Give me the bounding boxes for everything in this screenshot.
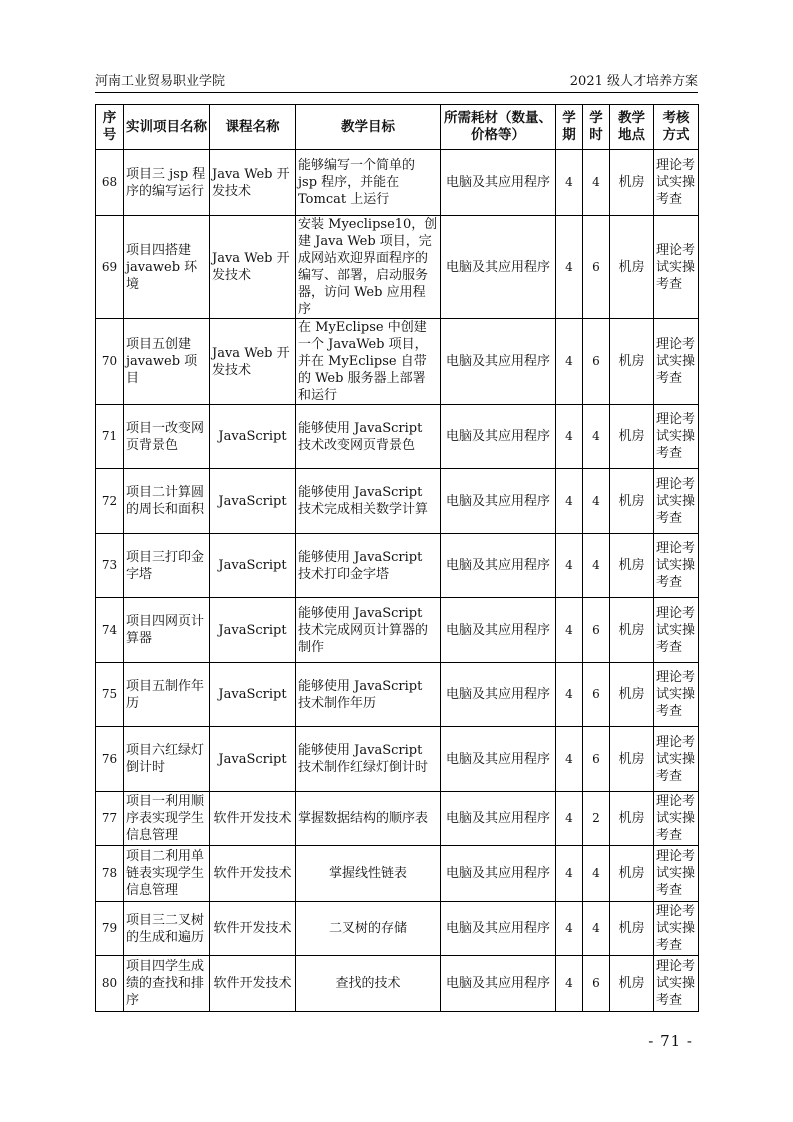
- cell-hours: 4: [583, 902, 610, 956]
- cell-goal: 掌握数据结构的顺序表: [296, 792, 441, 846]
- cell-no: 69: [96, 216, 124, 319]
- cell-place: 机房: [610, 663, 654, 727]
- table-row: [96, 727, 699, 792]
- cell-course: JavaScript: [210, 598, 296, 663]
- cell-material: 电脑及其应用程序: [441, 792, 556, 846]
- cell-project: 项目五创建 javaweb 项目: [124, 319, 210, 405]
- training-table: [95, 104, 699, 1012]
- col-header-exam: 考核方式: [654, 105, 699, 150]
- cell-material: 电脑及其应用程序: [441, 956, 556, 1012]
- cell-project: 项目四学生成绩的查找和排序: [124, 956, 210, 1012]
- cell-course: Java Web 开发技术: [210, 150, 296, 216]
- cell-place: 机房: [610, 216, 654, 319]
- cell-material: 电脑及其应用程序: [441, 663, 556, 727]
- cell-project: 项目三二叉树的生成和遍历: [124, 902, 210, 956]
- cell-goal: 能够使用 JavaScript 技术完成网页计算器的制作: [296, 598, 441, 663]
- table-row: [96, 598, 699, 663]
- table-row: [96, 846, 699, 902]
- cell-place: 机房: [610, 846, 654, 902]
- cell-material: 电脑及其应用程序: [441, 902, 556, 956]
- cell-goal: 掌握线性链表: [296, 846, 441, 902]
- cell-hours: 6: [583, 319, 610, 405]
- cell-hours: 4: [583, 534, 610, 598]
- cell-course: 软件开发技术: [210, 902, 296, 956]
- page-number: - 71 -: [648, 1032, 693, 1050]
- cell-exam: 理论考试实操考查: [654, 150, 699, 216]
- cell-exam: 理论考试实操考查: [654, 216, 699, 319]
- cell-project: 项目二计算圆的周长和面积: [124, 469, 210, 534]
- cell-place: 机房: [610, 902, 654, 956]
- col-header-project: 实训项目名称: [124, 105, 210, 150]
- cell-goal: 查找的技术: [296, 956, 441, 1012]
- cell-term: 4: [556, 727, 583, 792]
- cell-goal: 二叉树的存储: [296, 902, 441, 956]
- cell-place: 机房: [610, 405, 654, 469]
- cell-project: 项目一改变网页背景色: [124, 405, 210, 469]
- table-row: [96, 534, 699, 598]
- cell-no: 72: [96, 469, 124, 534]
- cell-material: 电脑及其应用程序: [441, 405, 556, 469]
- cell-no: 76: [96, 727, 124, 792]
- cell-term: 4: [556, 319, 583, 405]
- cell-project: 项目二利用单链表实现学生信息管理: [124, 846, 210, 902]
- cell-material: 电脑及其应用程序: [441, 846, 556, 902]
- cell-term: 4: [556, 150, 583, 216]
- cell-exam: 理论考试实操考查: [654, 792, 699, 846]
- cell-term: 4: [556, 846, 583, 902]
- cell-exam: 理论考试实操考查: [654, 405, 699, 469]
- cell-term: 4: [556, 663, 583, 727]
- cell-place: 机房: [610, 598, 654, 663]
- cell-place: 机房: [610, 956, 654, 1012]
- cell-exam: 理论考试实操考查: [654, 846, 699, 902]
- cell-place: 机房: [610, 150, 654, 216]
- cell-project: 项目六红绿灯倒计时: [124, 727, 210, 792]
- cell-course: JavaScript: [210, 534, 296, 598]
- cell-hours: 4: [583, 469, 610, 534]
- cell-goal: 在 MyEclipse 中创建一个 JavaWeb 项目，并在 MyEclipse 自带的 Web 服务器上部署和运行: [296, 319, 441, 405]
- cell-place: 机房: [610, 534, 654, 598]
- cell-place: 机房: [610, 319, 654, 405]
- cell-course: JavaScript: [210, 663, 296, 727]
- cell-hours: 6: [583, 956, 610, 1012]
- table-row: [96, 902, 699, 956]
- cell-material: 电脑及其应用程序: [441, 598, 556, 663]
- cell-term: 4: [556, 534, 583, 598]
- cell-exam: 理论考试实操考查: [654, 469, 699, 534]
- cell-no: 75: [96, 663, 124, 727]
- col-header-goal: 教学目标: [296, 105, 441, 150]
- cell-material: 电脑及其应用程序: [441, 216, 556, 319]
- table-row: [96, 792, 699, 846]
- cell-term: 4: [556, 956, 583, 1012]
- cell-exam: 理论考试实操考查: [654, 534, 699, 598]
- cell-term: 4: [556, 902, 583, 956]
- cell-term: 4: [556, 216, 583, 319]
- header-school: 河南工业贸易职业学院: [95, 74, 226, 89]
- cell-course: 软件开发技术: [210, 792, 296, 846]
- page-header: [95, 70, 698, 93]
- cell-no: 70: [96, 319, 124, 405]
- cell-project: 项目四搭建 javaweb 环境: [124, 216, 210, 319]
- cell-no: 74: [96, 598, 124, 663]
- cell-project: 项目一利用顺序表实现学生信息管理: [124, 792, 210, 846]
- header-plan: 2021 级人才培养方案: [569, 74, 698, 89]
- cell-material: 电脑及其应用程序: [441, 534, 556, 598]
- cell-project: 项目三 jsp 程序的编写运行: [124, 150, 210, 216]
- cell-goal: 能够使用 JavaScript 技术完成相关数学计算: [296, 469, 441, 534]
- cell-exam: 理论考试实操考查: [654, 663, 699, 727]
- cell-place: 机房: [610, 792, 654, 846]
- cell-exam: 理论考试实操考查: [654, 956, 699, 1012]
- cell-material: 电脑及其应用程序: [441, 150, 556, 216]
- cell-goal: 能够使用 JavaScript 技术制作年历: [296, 663, 441, 727]
- cell-no: 78: [96, 846, 124, 902]
- cell-course: 软件开发技术: [210, 846, 296, 902]
- table-header-row: [96, 105, 699, 150]
- cell-hours: 6: [583, 598, 610, 663]
- cell-project: 项目三打印金字塔: [124, 534, 210, 598]
- cell-course: JavaScript: [210, 469, 296, 534]
- cell-project: 项目五制作年历: [124, 663, 210, 727]
- col-header-no: 序号: [96, 105, 124, 150]
- cell-goal: 能够使用 JavaScript 技术制作红绿灯倒计时: [296, 727, 441, 792]
- table-row: [96, 405, 699, 469]
- cell-exam: 理论考试实操考查: [654, 727, 699, 792]
- cell-hours: 6: [583, 727, 610, 792]
- table-row: [96, 150, 699, 216]
- cell-no: 77: [96, 792, 124, 846]
- cell-course: 软件开发技术: [210, 956, 296, 1012]
- table-row: [96, 663, 699, 727]
- col-header-material: 所需耗材（数量、价格等）: [441, 105, 556, 150]
- cell-term: 4: [556, 598, 583, 663]
- cell-term: 4: [556, 469, 583, 534]
- cell-no: 79: [96, 902, 124, 956]
- cell-no: 68: [96, 150, 124, 216]
- table-row: [96, 216, 699, 319]
- cell-material: 电脑及其应用程序: [441, 469, 556, 534]
- cell-hours: 4: [583, 150, 610, 216]
- cell-exam: 理论考试实操考查: [654, 319, 699, 405]
- cell-exam: 理论考试实操考查: [654, 902, 699, 956]
- table-row: [96, 319, 699, 405]
- cell-course: JavaScript: [210, 727, 296, 792]
- cell-course: Java Web 开发技术: [210, 216, 296, 319]
- cell-project: 项目四网页计算器: [124, 598, 210, 663]
- cell-hours: 4: [583, 405, 610, 469]
- cell-no: 71: [96, 405, 124, 469]
- cell-goal: 能够编写一个简单的 jsp 程序，并能在 Tomcat 上运行: [296, 150, 441, 216]
- cell-hours: 6: [583, 216, 610, 319]
- col-header-place: 教学地点: [610, 105, 654, 150]
- table-row: [96, 469, 699, 534]
- col-header-term: 学期: [556, 105, 583, 150]
- cell-hours: 6: [583, 663, 610, 727]
- cell-course: JavaScript: [210, 405, 296, 469]
- cell-material: 电脑及其应用程序: [441, 319, 556, 405]
- cell-goal: 能够使用 JavaScript 技术改变网页背景色: [296, 405, 441, 469]
- table-row: [96, 956, 699, 1012]
- cell-hours: 4: [583, 846, 610, 902]
- cell-goal: 安装 Myeclipse10，创建 Java Web 项目，完成网站欢迎界面程序的编写、部署，启动服务器，访问 Web 应用程序: [296, 216, 441, 319]
- cell-exam: 理论考试实操考查: [654, 598, 699, 663]
- cell-no: 80: [96, 956, 124, 1012]
- cell-place: 机房: [610, 469, 654, 534]
- cell-goal: 能够使用 JavaScript 技术打印金字塔: [296, 534, 441, 598]
- cell-term: 4: [556, 405, 583, 469]
- cell-no: 73: [96, 534, 124, 598]
- cell-term: 4: [556, 792, 583, 846]
- cell-place: 机房: [610, 727, 654, 792]
- col-header-hours: 学时: [583, 105, 610, 150]
- cell-course: Java Web 开发技术: [210, 319, 296, 405]
- cell-hours: 2: [583, 792, 610, 846]
- col-header-course: 课程名称: [210, 105, 296, 150]
- cell-material: 电脑及其应用程序: [441, 727, 556, 792]
